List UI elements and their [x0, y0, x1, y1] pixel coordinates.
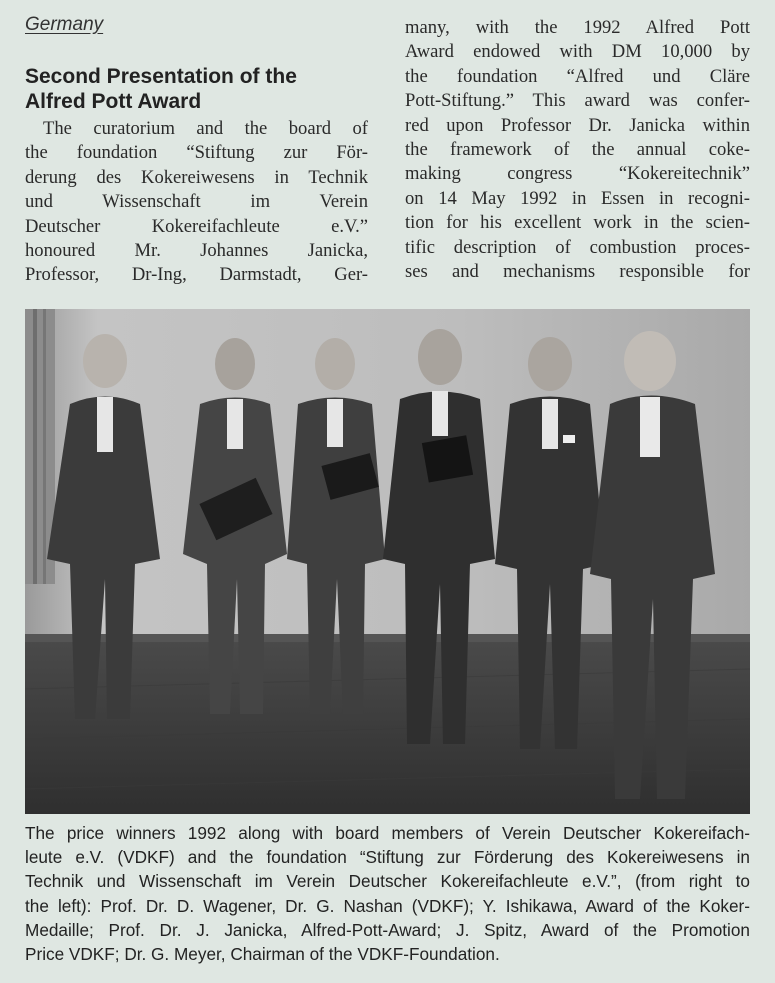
- text-line: honoured Mr. Johannes Janicka,: [25, 239, 368, 261]
- text-line: Deutscher Kokereifachleute e.V.”: [25, 215, 368, 237]
- caption-line: the left): Prof. Dr. D. Wagener, Dr. G. Nashan (VDKF); Y. Ishikawa, Award of the Koker-: [25, 895, 750, 916]
- headline-line: Second Presentation of the: [25, 65, 297, 88]
- text-line: many, with the 1992 Alfred Pott: [405, 17, 750, 38]
- caption-line: leute e.V. (VDKF) and the foundation “Stiftung zur Förderung des Kokereiwesens in: [25, 847, 750, 868]
- caption-line: The price winners 1992 along with board members of Verein Deutscher Kokereifach-: [25, 823, 750, 843]
- photo-caption: [25, 821, 750, 966]
- headline-line: Alfred Pott Award: [25, 90, 202, 113]
- text-line: on 14 May 1992 in Essen in recogni-: [405, 187, 750, 209]
- text-line: tion for his excellent work in the scien-: [405, 212, 750, 234]
- text-line: ses and mechanisms responsible for: [405, 260, 750, 282]
- text-line: Award endowed with DM 10,000 by: [405, 41, 750, 63]
- text-line: the framework of the annual coke-: [405, 138, 750, 160]
- article-headline: [25, 64, 385, 114]
- text-line: making congress “Kokereitechnik”: [405, 163, 750, 185]
- caption-line: Medaille; Prof. Dr. J. Janicka, Alfred-Pott-Award; J. Spitz, Award of the Promotion: [25, 919, 750, 940]
- text-line: Professor, Dr-Ing, Darmstadt, Ger-: [25, 264, 368, 286]
- group-photo-illustration: [25, 309, 750, 814]
- text-line: The curatorium and the board of: [43, 118, 368, 139]
- group-photo: [25, 309, 750, 814]
- article-column-left: [25, 117, 368, 288]
- text-line: the foundation “Alfred und Cläre: [405, 65, 750, 87]
- article-column-right: [405, 16, 750, 284]
- text-line: tific description of combustion proces-: [405, 236, 750, 258]
- section-label: Germany: [25, 14, 104, 35]
- text-line: und Wissenschaft im Verein: [25, 191, 368, 213]
- text-line: red upon Professor Dr. Janicka within: [405, 114, 750, 136]
- caption-line: Price VDKF; Dr. G. Meyer, Chairman of the VDKF-Foundation.: [25, 943, 500, 964]
- text-line: Pott-Stiftung.” This award was confer-: [405, 90, 750, 112]
- caption-line: Technik und Wissenschaft im Verein Deutscher Kokereifachleute e.V.”, (from right to: [25, 871, 750, 892]
- text-line: the foundation “Stiftung zur För-: [25, 142, 368, 164]
- text-line: derung des Kokereiwesens in Technik: [25, 166, 368, 188]
